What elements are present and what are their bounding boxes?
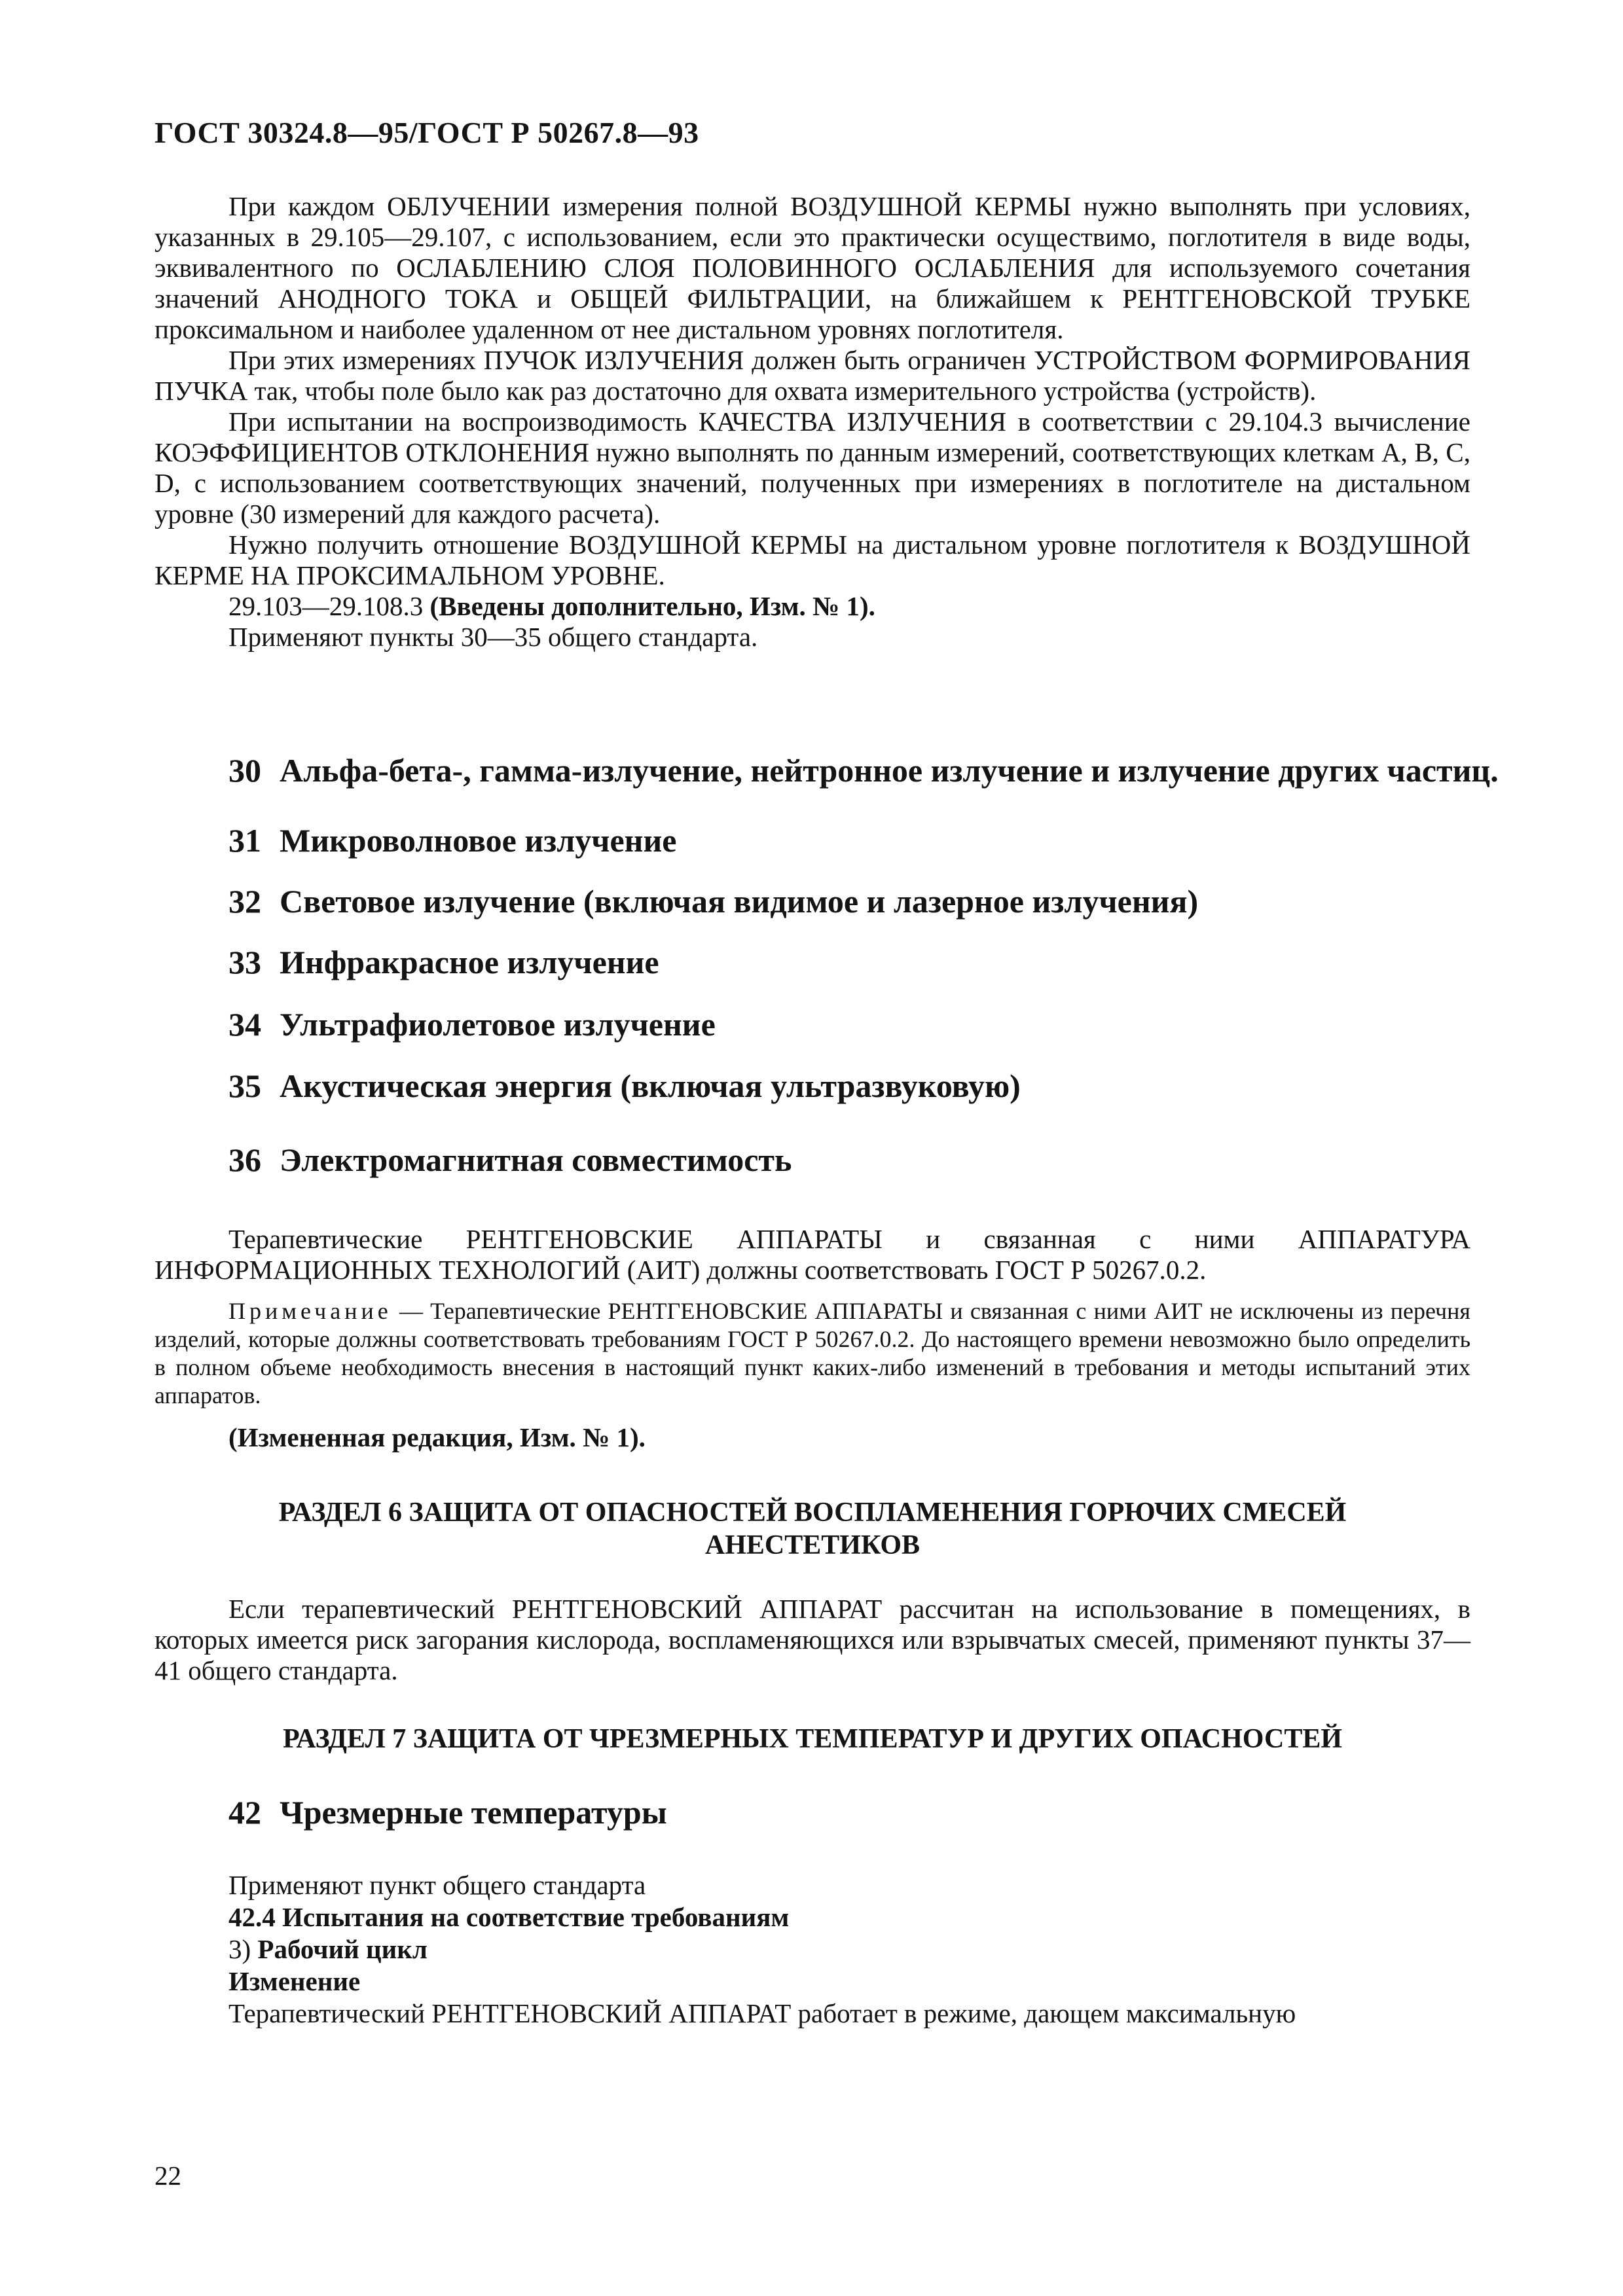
section-heading-30: 30 Альфа-бета-, гамма-излучение, нейтронное излучение и излучение других частиц. [228, 752, 1499, 789]
note-label: Примечание [228, 1298, 392, 1324]
apply-general-line: Применяют пункты 30—35 общего стандарта. [228, 622, 758, 652]
razdel-6-paragraph: Если терапевтический РЕНТГЕНОВСКИЙ АППАРАТ рассчитан на использование в помещениях, в которых имеется риск загорания кислорода, воспламеняющихся или взрывчатых смесей, применяют пункты 37—41 общего стандарта. [155, 1594, 1470, 1685]
section-heading-36: 36 Электромагнитная совместимость [228, 1141, 792, 1178]
razdel-7-heading: РАЗДЕЛ 7 ЗАЩИТА ОТ ЧРЕЗМЕРНЫХ ТЕМПЕРАТУР И ДРУГИХ ОПАСНОСТЕЙ [282, 1724, 1343, 1754]
amendment-ref: 29.103—29.108.3 [228, 591, 424, 621]
section-heading-42: 42 Чрезмерные температуры [228, 1794, 667, 1831]
amendment-text: (Введены дополнительно, Изм. № 1). [429, 591, 875, 621]
change-heading: Изменение [228, 1966, 361, 1996]
document-header: ГОСТ 30324.8—95/ГОСТ Р 50267.8—93 [155, 116, 699, 149]
section-heading-32: 32 Световое излучение (включая видимое и лазерное излучения) [228, 883, 1199, 920]
apply-point-line: Применяют пункт общего стандарта [228, 1870, 646, 1900]
bottom-list [228, 1869, 1296, 2030]
paragraph-1: При каждом ОБЛУЧЕНИИ измерения полной ВОЗДУШНОЙ КЕРМЫ нужно выполнять при условиях, указанных в 29.105—29.107, с использованием, если это практически осуществимо, поглотителя в виде воды, эквивалентного по ОСЛАБЛЕНИЮ СЛОЯ ПОЛОВИННОГО ОСЛАБЛЕНИЯ для используемого сочетания значений АНОДНОГО ТОКА и ОБЩЕЙ ФИЛЬТРАЦИИ, на ближайшем к РЕНТГЕНОВСКОЙ ТРУБКЕ проксимальном и наиболее удаленном от нее дистальном уровнях поглотителя. [155, 191, 1470, 344]
section-heading-33: 33 Инфракрасное излучение [228, 944, 659, 980]
page-number: 22 [155, 2161, 181, 2191]
note-text: — Терапевтические РЕНТГЕНОВСКИЕ АППАРАТЫ и связанная с ними АИТ не исключены из перечня изделий, которые должны соответствовать требованиям ГОСТ Р 50267.0.2. До настоящего времени невозможно было определить в полном объеме необходимость внесения в настоящий пункт каких-либо изменений в требования и методы испытаний этих аппаратов. [155, 1298, 1470, 1408]
paragraph-2: При этих измерениях ПУЧОК ИЗЛУЧЕНИЯ должен быть ограничен УСТРОЙСТВОМ ФОРМИРОВАНИЯ ПУЧКА так, чтобы поле было как раз достаточно для охвата измерительного устройства (устройств). [155, 345, 1470, 406]
test-heading: 42.4 Испытания на соответствие требованиям [228, 1902, 790, 1932]
changed-edition: (Измененная редакция, Изм. № 1). [228, 1422, 646, 1452]
razdel-6-heading [155, 1496, 1470, 1562]
section-heading-35: 35 Акустическая энергия (включая ультразвуковую) [228, 1067, 1021, 1104]
paragraph-4: Нужно получить отношение ВОЗДУШНОЙ КЕРМЫ на дистальном уровне поглотителя к ВОЗДУШНОЙ КЕРМЕ НА ПРОКСИМАЛЬНОМ УРОВНЕ. [155, 529, 1470, 590]
paragraph-3: При испытании на воспроизводимость КАЧЕСТВА ИЗЛУЧЕНИЯ в соответствии с 29.104.3 вычисление КОЭФФИЦИЕНТОВ ОТКЛОНЕНИЯ нужно выполнять по данным измерений, соответствующих клеткам A, B, C, D, с использованием соответствующих значений, полученных при измерениях в поглотителе на дистальном уровне (30 измерений для каждого расчета). [155, 406, 1470, 529]
amendment-line [155, 591, 1470, 622]
emc-paragraph: Терапевтические РЕНТГЕНОВСКИЕ АППАРАТЫ и связанная с ними АППАРАТУРА ИНФОРМАЦИОННЫХ ТЕХНОЛОГИЙ (АИТ) должны соответствовать ГОСТ Р 50267.0.2. [155, 1224, 1470, 1285]
section-heading-31: 31 Микроволновое излучение [228, 822, 677, 859]
emc-block [155, 1224, 1470, 1453]
razdel-6-line-2: АНЕСТЕТИКОВ [704, 1530, 921, 1560]
intro-block [155, 191, 1470, 653]
razdel-6-block [155, 1594, 1470, 1686]
section-heading-34: 34 Ультрафиолетовое излучение [228, 1006, 716, 1043]
note-paragraph [155, 1297, 1470, 1410]
cycle-line: 3) Рабочий цикл [228, 1934, 428, 1964]
razdel-6-line-1: РАЗДЕЛ 6 ЗАЩИТА ОТ ОПАСНОСТЕЙ ВОСПЛАМЕНЕНИЯ ГОРЮЧИХ СМЕСЕЙ [278, 1498, 1347, 1528]
last-line: Терапевтический РЕНТГЕНОВСКИЙ АППАРАТ работает в режиме, дающем максимальную [228, 1998, 1296, 2028]
